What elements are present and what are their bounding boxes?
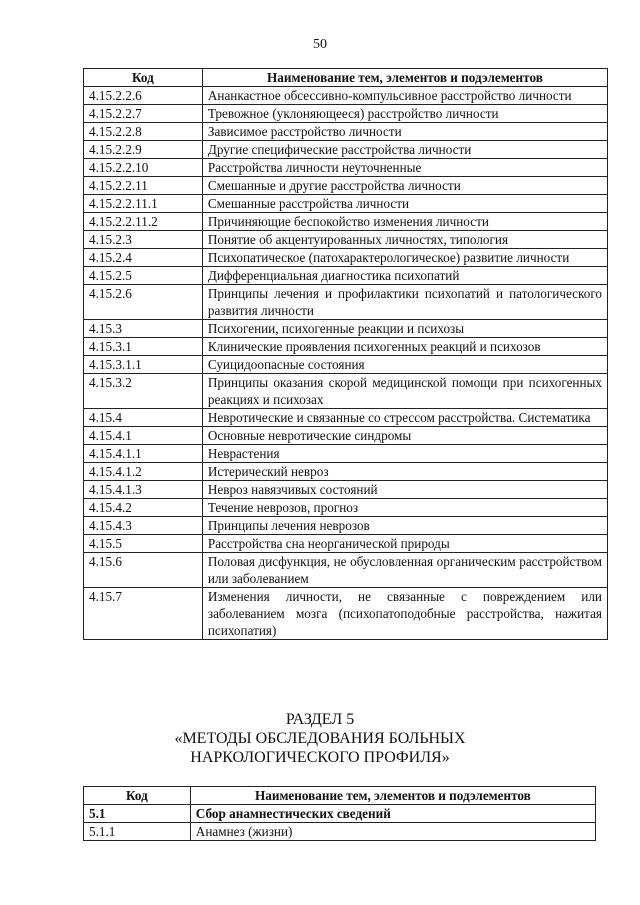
row-code: 4.15.2.3 bbox=[84, 231, 203, 249]
column-header-code: Код bbox=[84, 69, 203, 87]
table-row bbox=[84, 320, 608, 338]
row-code: 4.15.4.3 bbox=[84, 517, 203, 535]
row-code: 4.15.7 bbox=[84, 588, 203, 640]
table-row bbox=[84, 159, 608, 177]
section-heading bbox=[0, 710, 640, 767]
row-code: 4.15.3.2 bbox=[84, 374, 203, 409]
column-header-name: Наименование тем, элементов и подэлементов bbox=[190, 787, 595, 805]
row-code: 5.1 bbox=[84, 805, 191, 823]
row-name: Половая дисфункция, не обусловленная органическим расстройством или заболеванием bbox=[202, 553, 607, 588]
table-row bbox=[84, 374, 608, 409]
row-code: 4.15.3.1 bbox=[84, 338, 203, 356]
table-row bbox=[84, 213, 608, 231]
row-code: 4.15.2.2.6 bbox=[84, 87, 203, 105]
row-code: 4.15.2.2.8 bbox=[84, 123, 203, 141]
table-row bbox=[84, 231, 608, 249]
row-name: Ананкастное обсессивно-компульсивное расстройство личности bbox=[202, 87, 607, 105]
row-name: Невроз навязчивых состояний bbox=[202, 481, 607, 499]
row-code: 4.15.2.2.11.2 bbox=[84, 213, 203, 231]
section-title-line-1: «МЕТОДЫ ОБСЛЕДОВАНИЯ БОЛЬНЫХ bbox=[174, 730, 466, 747]
row-code: 4.15.2.6 bbox=[84, 285, 203, 320]
row-code: 4.15.2.2.10 bbox=[84, 159, 203, 177]
table-row bbox=[84, 249, 608, 267]
row-code: 4.15.4.2 bbox=[84, 499, 203, 517]
table-header-row bbox=[84, 69, 608, 87]
table-row bbox=[84, 517, 608, 535]
row-code: 4.15.4 bbox=[84, 409, 203, 427]
section-5-table-body bbox=[84, 805, 596, 841]
table-row bbox=[84, 105, 608, 123]
row-code: 4.15.4.1 bbox=[84, 427, 203, 445]
row-code: 4.15.2.2.9 bbox=[84, 141, 203, 159]
table-row bbox=[84, 409, 608, 427]
table-row bbox=[84, 588, 608, 640]
table-row bbox=[84, 427, 608, 445]
row-name: Дифференциальная диагностика психопатий bbox=[202, 267, 607, 285]
section-title-line-2: НАРКОЛОГИЧЕСКОГО ПРОФИЛЯ» bbox=[190, 749, 450, 766]
table-row bbox=[84, 553, 608, 588]
row-name: Принципы лечения неврозов bbox=[202, 517, 607, 535]
section-5-table bbox=[83, 786, 596, 841]
row-name: Смешанные расстройства личности bbox=[202, 195, 607, 213]
row-name: Истерический невроз bbox=[202, 463, 607, 481]
topics-table-body bbox=[84, 87, 608, 640]
section-number: РАЗДЕЛ 5 bbox=[285, 711, 355, 728]
row-code: 4.15.2.5 bbox=[84, 267, 203, 285]
row-name: Психогении, психогенные реакции и психозы bbox=[202, 320, 607, 338]
row-code: 4.15.2.2.11 bbox=[84, 177, 203, 195]
row-code: 4.15.3 bbox=[84, 320, 203, 338]
row-name: Причиняющие беспокойство изменения личности bbox=[202, 213, 607, 231]
row-name: Принципы лечения и профилактики психопатий и патологического развития личности bbox=[202, 285, 607, 320]
column-header-name: Наименование тем, элементов и подэлементов bbox=[202, 69, 607, 87]
table-row bbox=[84, 177, 608, 195]
row-name: Зависимое расстройство личности bbox=[202, 123, 607, 141]
table-row bbox=[84, 141, 608, 159]
row-name: Невротические и связанные со стрессом расстройства. Систематика bbox=[202, 409, 607, 427]
row-name: Суицидоопасные состояния bbox=[202, 356, 607, 374]
row-name: Понятие об акцентуированных личностях, типология bbox=[202, 231, 607, 249]
row-name: Основные невротические синдромы bbox=[202, 427, 607, 445]
table-row bbox=[84, 285, 608, 320]
row-code: 5.1.1 bbox=[84, 823, 191, 841]
table-header-row bbox=[84, 787, 596, 805]
table-row bbox=[84, 805, 596, 823]
row-code: 4.15.4.1.3 bbox=[84, 481, 203, 499]
row-name: Смешанные и другие расстройства личности bbox=[202, 177, 607, 195]
row-code: 4.15.5 bbox=[84, 535, 203, 553]
row-name: Неврастения bbox=[202, 445, 607, 463]
table-row bbox=[84, 481, 608, 499]
row-code: 4.15.2.2.11.1 bbox=[84, 195, 203, 213]
row-code: 4.15.3.1.1 bbox=[84, 356, 203, 374]
table-row bbox=[84, 195, 608, 213]
table-row bbox=[84, 463, 608, 481]
row-code: 4.15.6 bbox=[84, 553, 203, 588]
row-name: Тревожное (уклоняющееся) расстройство личности bbox=[202, 105, 607, 123]
table-row bbox=[84, 356, 608, 374]
row-name: Изменения личности, не связанные с повреждением или заболеванием мозга (психопатоподобные расстройства, нажитая психопатия) bbox=[202, 588, 607, 640]
table-row bbox=[84, 499, 608, 517]
row-name: Расстройства личности неуточненные bbox=[202, 159, 607, 177]
table-row bbox=[84, 267, 608, 285]
row-name: Клинические проявления психогенных реакций и психозов bbox=[202, 338, 607, 356]
row-code: 4.15.2.4 bbox=[84, 249, 203, 267]
table-row bbox=[84, 338, 608, 356]
table-row bbox=[84, 87, 608, 105]
table-row bbox=[84, 535, 608, 553]
row-name: Принципы оказания скорой медицинской помощи при психогенных реакциях и психозах bbox=[202, 374, 607, 409]
table-row bbox=[84, 123, 608, 141]
row-name: Другие специфические расстройства личности bbox=[202, 141, 607, 159]
topics-table-continued bbox=[83, 68, 608, 640]
table-row bbox=[84, 445, 608, 463]
row-name: Анамнез (жизни) bbox=[190, 823, 595, 841]
row-code: 4.15.2.2.7 bbox=[84, 105, 203, 123]
row-code: 4.15.4.1.2 bbox=[84, 463, 203, 481]
row-name: Расстройства сна неорганической природы bbox=[202, 535, 607, 553]
row-code: 4.15.4.1.1 bbox=[84, 445, 203, 463]
row-name: Сбор анамнестических сведений bbox=[190, 805, 595, 823]
table-row bbox=[84, 823, 596, 841]
page-number: 50 bbox=[313, 37, 327, 52]
row-name: Психопатическое (патохарактерологическое) развитие личности bbox=[202, 249, 607, 267]
column-header-code: Код bbox=[84, 787, 191, 805]
row-name: Течение неврозов, прогноз bbox=[202, 499, 607, 517]
